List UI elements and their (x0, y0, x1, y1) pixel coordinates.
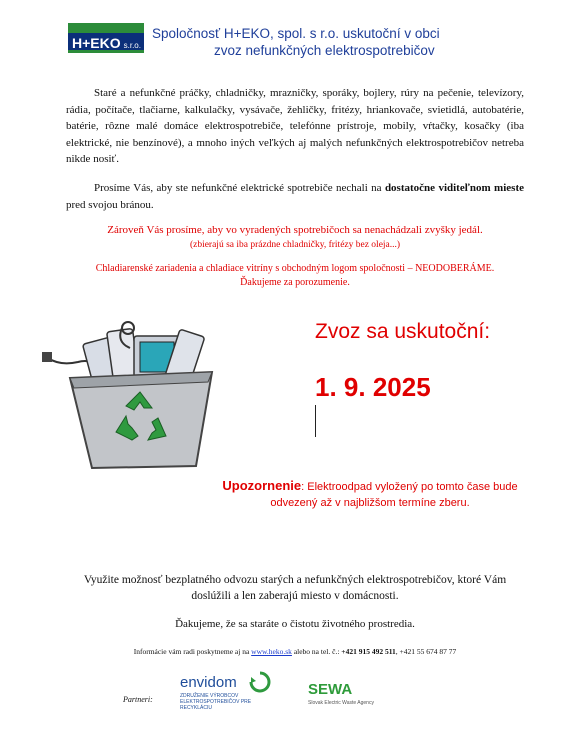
envidom-recycle-icon (249, 671, 271, 693)
contact-text-b: alebo na tel. č.: (291, 647, 342, 656)
warning-text: : Elektroodpad vyložený po tomto čase bude odvezený až v najbližšom termíne zberu. (270, 481, 518, 509)
envidom-subtitle: ZDRUŽENIE VÝROBCOV ELEKTROSPOTREBIČOV PRE RECYKLÁCIU (180, 693, 252, 711)
recycle-bin-illustration (40, 318, 240, 480)
warning-label: Upozornenie (222, 478, 302, 493)
collection-date: 1. 9. 2025 (315, 372, 431, 402)
request-text-b: pred svojou bránou. (66, 198, 154, 211)
contact-text-a: Informácie vám radi poskytneme aj na (133, 647, 252, 656)
food-notice-detail: (zbierajú sa iba prázdne chladničky, fritézy bez oleja...) (189, 240, 401, 250)
logo-accent-bar (68, 23, 144, 33)
heko-logo (68, 33, 144, 53)
phone-primary: +421 915 492 511 (341, 647, 396, 656)
sewa-subtitle: Slovak Electric Waste Agency (308, 700, 374, 706)
text-cursor (315, 405, 316, 437)
food-notice: Zároveň Vás prosíme, aby vo vyradených spotrebičoch sa nenachádzali zvyšky jedál. (107, 224, 483, 236)
thanks-line: Ďakujeme, že sa staráte o čistotu životného prostredia. (175, 618, 415, 630)
refrigeration-notice (66, 262, 524, 290)
request-paragraph (66, 180, 524, 213)
plug-icon (42, 352, 52, 362)
collection-heading: Zvoz sa uskutoční: (315, 320, 491, 343)
logo-sub-text: s.r.o. (123, 41, 141, 50)
phone-secondary: , +421 55 674 87 77 (395, 647, 457, 656)
sewa-logo (308, 681, 374, 706)
website-link[interactable]: www.heko.sk (251, 647, 292, 656)
partners-label: Partneri: (123, 695, 153, 704)
header-title-line2: zvoz nefunkčných elektrospotrebičov (214, 43, 435, 58)
refrigeration-notice-line1: Chladiarenské zariadenia a chladiace vitríny s obchodným logom spoločnosti – NEODOBERÁME. (95, 263, 495, 274)
request-text-bold: dostatočne viditeľnom mieste (384, 182, 524, 194)
intro-paragraph: Staré a nefunkčné práčky, chladničky, mrazničky, sporáky, bojlery, rúry na pečenie, televízory, rádia, počítače, tlačiarne, kalkulačky, vysávače, žehličky, fritézy, hriankovače, svietidlá, autobatérie, batérie, rôzne malé domáce elektrospotrebiče, telefónne prístroje, mobily, vŕtačky, kosačky (iba elektrické, nie benzínové), a mnoho iných veľkých aj malých nefunkčných elektrospotrebičov netreba nikde nosiť. (66, 87, 524, 165)
envidom-name: envidom (180, 674, 237, 691)
logo-main-text: H+EKO (72, 35, 121, 51)
refrigeration-notice-line2: Ďakujeme za porozumenie. (240, 277, 350, 288)
request-text-a: Prosíme Vás, aby ste nefunkčné elektrické spotrebiče nechali na (94, 182, 385, 194)
sewa-name: SEWA (308, 681, 353, 698)
header-title-line1: Spoločnosť H+EKO, spol. s r.o. uskutoční v obci (152, 26, 440, 41)
contact-info (40, 647, 550, 656)
closing-paragraph: Využite možnosť bezplatného odvozu starých a nefunkčných elektrospotrebičov, ktoré Vám doslúžili a len zaberajú miesto v domácnosti. (83, 574, 507, 602)
warning-notice (200, 478, 540, 511)
